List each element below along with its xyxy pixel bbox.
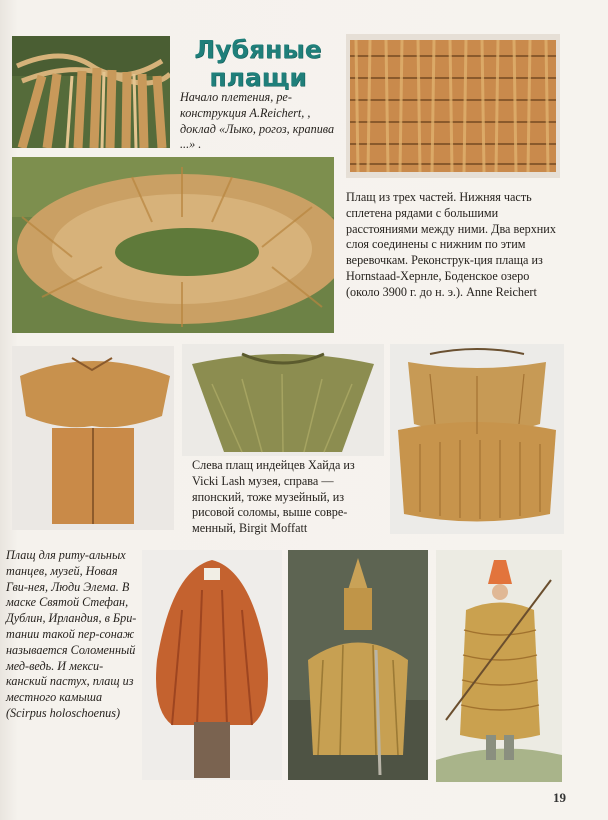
page-number: 19 [553,790,566,805]
caption-weaving-start: Начало плетения, ре-конструкция A.Reichert, , доклад «Лыко, рогоз, крапива ...» . [180,90,335,152]
photo-ritual-cape [142,550,282,780]
photo-weaving-start [12,36,170,148]
photo-japanese-cape [390,344,564,534]
photo-mexican-shepherd [436,550,562,782]
caption-haida-cape: Слева плащ индейцев Хайда из Vicki Lash музея, справа — японский, тоже музейный, из рисовой соломы, выше совре-менный, Birgit Moffatt [192,458,355,536]
photo-straw-cape [182,344,384,456]
caption-ritual-cape: Плащ для риту-альных танцев, музей, Новая Гви-нея, Люди Элема. В маске Святой Стефан, Дублин, Ирландия, в Бри-тании такой пер-сонаж называется Соломенный мед-ведь. И мекси-канский пастух, плащ из местного камыша (Scirpus holoschoenus) [6,548,137,720]
page-title: Лубяные плащи [194,35,322,92]
photo-woven-mat [346,34,560,178]
photo-bast-vest [12,346,174,530]
caption-three-part-cape: Плащ из трех частей. Нижняя часть сплетена рядами с большими расстояниями между ними. Два верхних слоя соединены с нижним по этим веревочкам. Реконструк-ция плаща из Hornstaad-Хернле, Боденское озеро (около 3900 г. до н. э.). Anne Reichert [346,190,556,299]
photo-straw-bear [288,550,428,780]
photo-three-part-cape [12,157,334,333]
